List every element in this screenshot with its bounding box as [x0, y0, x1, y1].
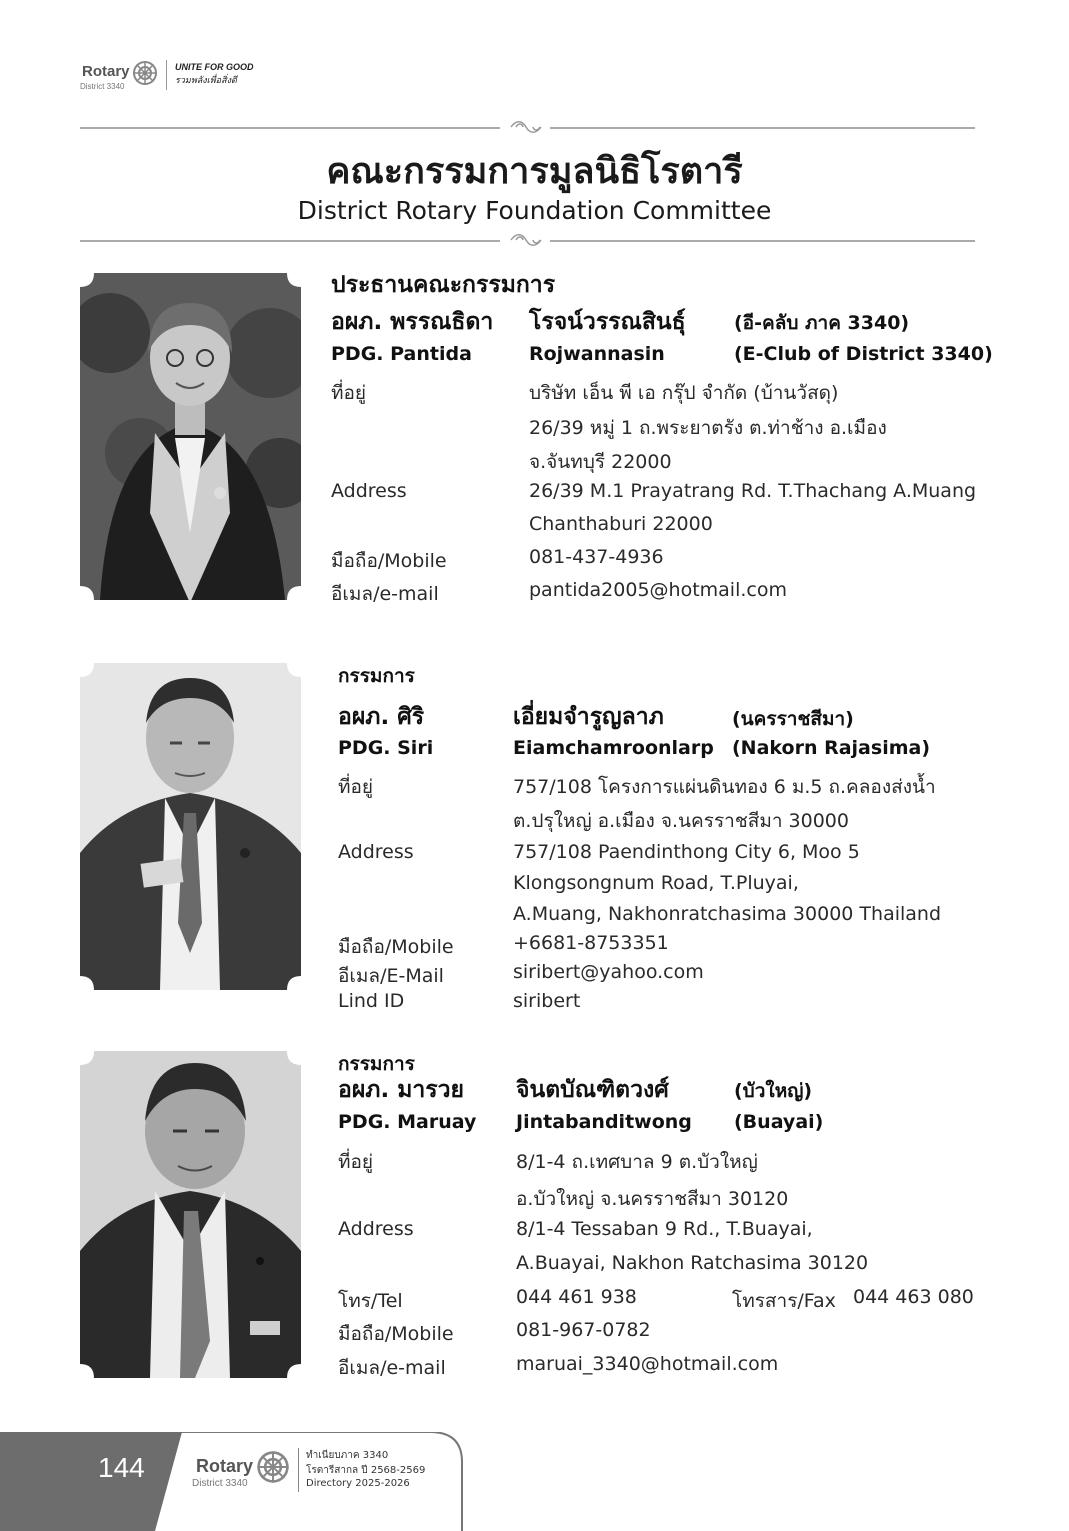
email-link[interactable]: siribert@yahoo.com: [513, 961, 704, 983]
footer-divider: [298, 1448, 299, 1492]
email-link[interactable]: pantida2005@hotmail.com: [529, 579, 787, 601]
member-surname-th: เอี่ยมจำรูญลาภ: [513, 704, 664, 730]
address-th-line: ต.ปรุใหญ่ อ.เมือง จ.นครราชสีมา 30000: [513, 810, 849, 832]
label-email: อีเมล/e-mail: [338, 1357, 446, 1379]
address-en-line: A.Muang, Nakhonratchasima 30000 Thailand: [513, 903, 942, 925]
divider-top-left: [80, 127, 500, 129]
member-club-th: (นครราชสีมา): [732, 708, 854, 730]
rotary-wordmark: Rotary: [82, 63, 130, 80]
member-club-th: (อี-คลับ ภาค 3340): [734, 312, 910, 334]
address-en-line: Klongsongnum Road, T.Pluyai,: [513, 872, 799, 894]
label-email: อีเมล/e-mail: [331, 583, 439, 605]
mobile-value[interactable]: 081-437-4936: [529, 546, 664, 568]
member-photo-maruay: [80, 1051, 301, 1378]
footer-directory-th: ทำเนียบภาค 3340: [306, 1450, 389, 1461]
ornament-icon: [508, 119, 548, 135]
fax-value: 044 463 080: [853, 1286, 974, 1308]
address-en-line: Chanthaburi 22000: [529, 513, 713, 535]
address-en-line: 757/108 Paendinthong City 6, Moo 5: [513, 841, 860, 863]
header-logo: [80, 58, 270, 94]
label-line-id: Lind ID: [338, 990, 405, 1012]
mobile-value[interactable]: +6681-8753351: [513, 932, 669, 954]
label-address-en: Address: [338, 1218, 414, 1240]
address-th-line: บริษัท เอ็น พี เอ กรุ๊ป จำกัด (บ้านวัสดุ): [529, 382, 839, 404]
member-club-en: (Buayai): [734, 1111, 824, 1133]
member-name-th: อผภ. พรรณธิดา: [331, 309, 494, 335]
rotary-wheel-icon: [256, 1450, 290, 1484]
page-title-th: คณะกรรมการมูลนิธิโรตารี: [326, 151, 743, 192]
label-address-th: ที่อยู่: [331, 382, 367, 404]
label-address-en: Address: [331, 480, 407, 502]
label-tel: โทร/Tel: [338, 1290, 403, 1312]
mobile-value[interactable]: 081-967-0782: [516, 1319, 651, 1341]
tel-value[interactable]: 044 461 938: [516, 1286, 637, 1308]
member-name-th: อผภ. มารวย: [338, 1077, 465, 1103]
page-title-en: District Rotary Foundation Committee: [297, 196, 772, 225]
member-surname-en: Rojwannasin: [529, 343, 665, 365]
address-th-line: 8/1-4 ถ.เทศบาล 9 ต.บัวใหญ่: [516, 1151, 758, 1173]
member-club-en: (E-Club of District 3340): [734, 343, 993, 365]
address-th-line: จ.จันทบุรี 22000: [529, 451, 672, 473]
member-role: กรรมการ: [338, 665, 415, 687]
member-role: ประธานคณะกรรมการ: [331, 272, 556, 298]
member-role: กรรมการ: [338, 1053, 415, 1075]
label-fax: โทรสาร/Fax: [732, 1290, 836, 1312]
address-en-line: A.Buayai, Nakhon Ratchasima 30120: [516, 1252, 869, 1274]
member-surname-en: Eiamchamroonlarp: [513, 737, 714, 759]
member-photo-siri: [80, 663, 301, 990]
label-mobile: มือถือ/Mobile: [338, 1323, 454, 1345]
member-name-en: PDG. Siri: [338, 737, 434, 759]
label-address-en: Address: [338, 841, 414, 863]
footer-rotary-wordmark: Rotary: [196, 1456, 254, 1476]
footer-district: District 3340: [192, 1478, 248, 1489]
divider-bottom-right: [550, 240, 975, 242]
address-th-line: อ.บัวใหญ่ จ.นครราชสีมา 30120: [516, 1188, 789, 1210]
footer-directory-en: Directory 2025-2026: [306, 1478, 410, 1489]
label-mobile: มือถือ/Mobile: [338, 936, 454, 958]
address-en-line: 8/1-4 Tessaban 9 Rd., T.Buayai,: [516, 1218, 813, 1240]
member-club-th: (บัวใหญ่): [734, 1080, 813, 1102]
page-number: 144: [98, 1452, 145, 1483]
address-th-line: 26/39 หมู่ 1 ถ.พระยาตรัง ต.ท่าช้าง อ.เมือง: [529, 417, 887, 439]
member-photo-pantida: [80, 273, 301, 600]
member-surname-en: Jintabanditwong: [516, 1111, 692, 1133]
unite-for-good: UNITE FOR GOOD: [175, 62, 254, 72]
line-id-value[interactable]: siribert: [513, 990, 581, 1012]
member-name-en: PDG. Maruay: [338, 1111, 477, 1133]
member-surname-th: โรจน์วรรณสินธุ์: [529, 309, 686, 335]
footer-year-th: โรตารีสากล ปี 2568-2569: [306, 1465, 426, 1476]
member-name-th: อผภ. ศิริ: [338, 704, 425, 730]
unite-for-good-th: รวมพลังเพื่อสิ่งดี: [175, 75, 237, 85]
ornament-icon: [508, 232, 548, 248]
divider-bottom-left: [80, 240, 500, 242]
address-th-line: 757/108 โครงการแผ่นดินทอง 6 ม.5 ถ.คลองส่งน้ำ: [513, 776, 936, 798]
divider-top-right: [550, 127, 975, 129]
member-surname-th: จินตบัณฑิตวงศ์: [516, 1077, 669, 1103]
member-club-en: (Nakorn Rajasima): [732, 737, 931, 759]
label-email: อีเมล/E-Mail: [338, 965, 444, 987]
member-name-en: PDG. Pantida: [331, 343, 472, 365]
label-mobile: มือถือ/Mobile: [331, 550, 447, 572]
rotary-wheel-icon: [132, 60, 158, 86]
address-en-line: 26/39 M.1 Prayatrang Rd. T.Thachang A.Muang: [529, 480, 977, 502]
label-address-th: ที่อยู่: [338, 1151, 374, 1173]
email-link[interactable]: maruai_3340@hotmail.com: [516, 1353, 779, 1375]
label-address-th: ที่อยู่: [338, 776, 374, 798]
district-label: District 3340: [80, 82, 125, 91]
